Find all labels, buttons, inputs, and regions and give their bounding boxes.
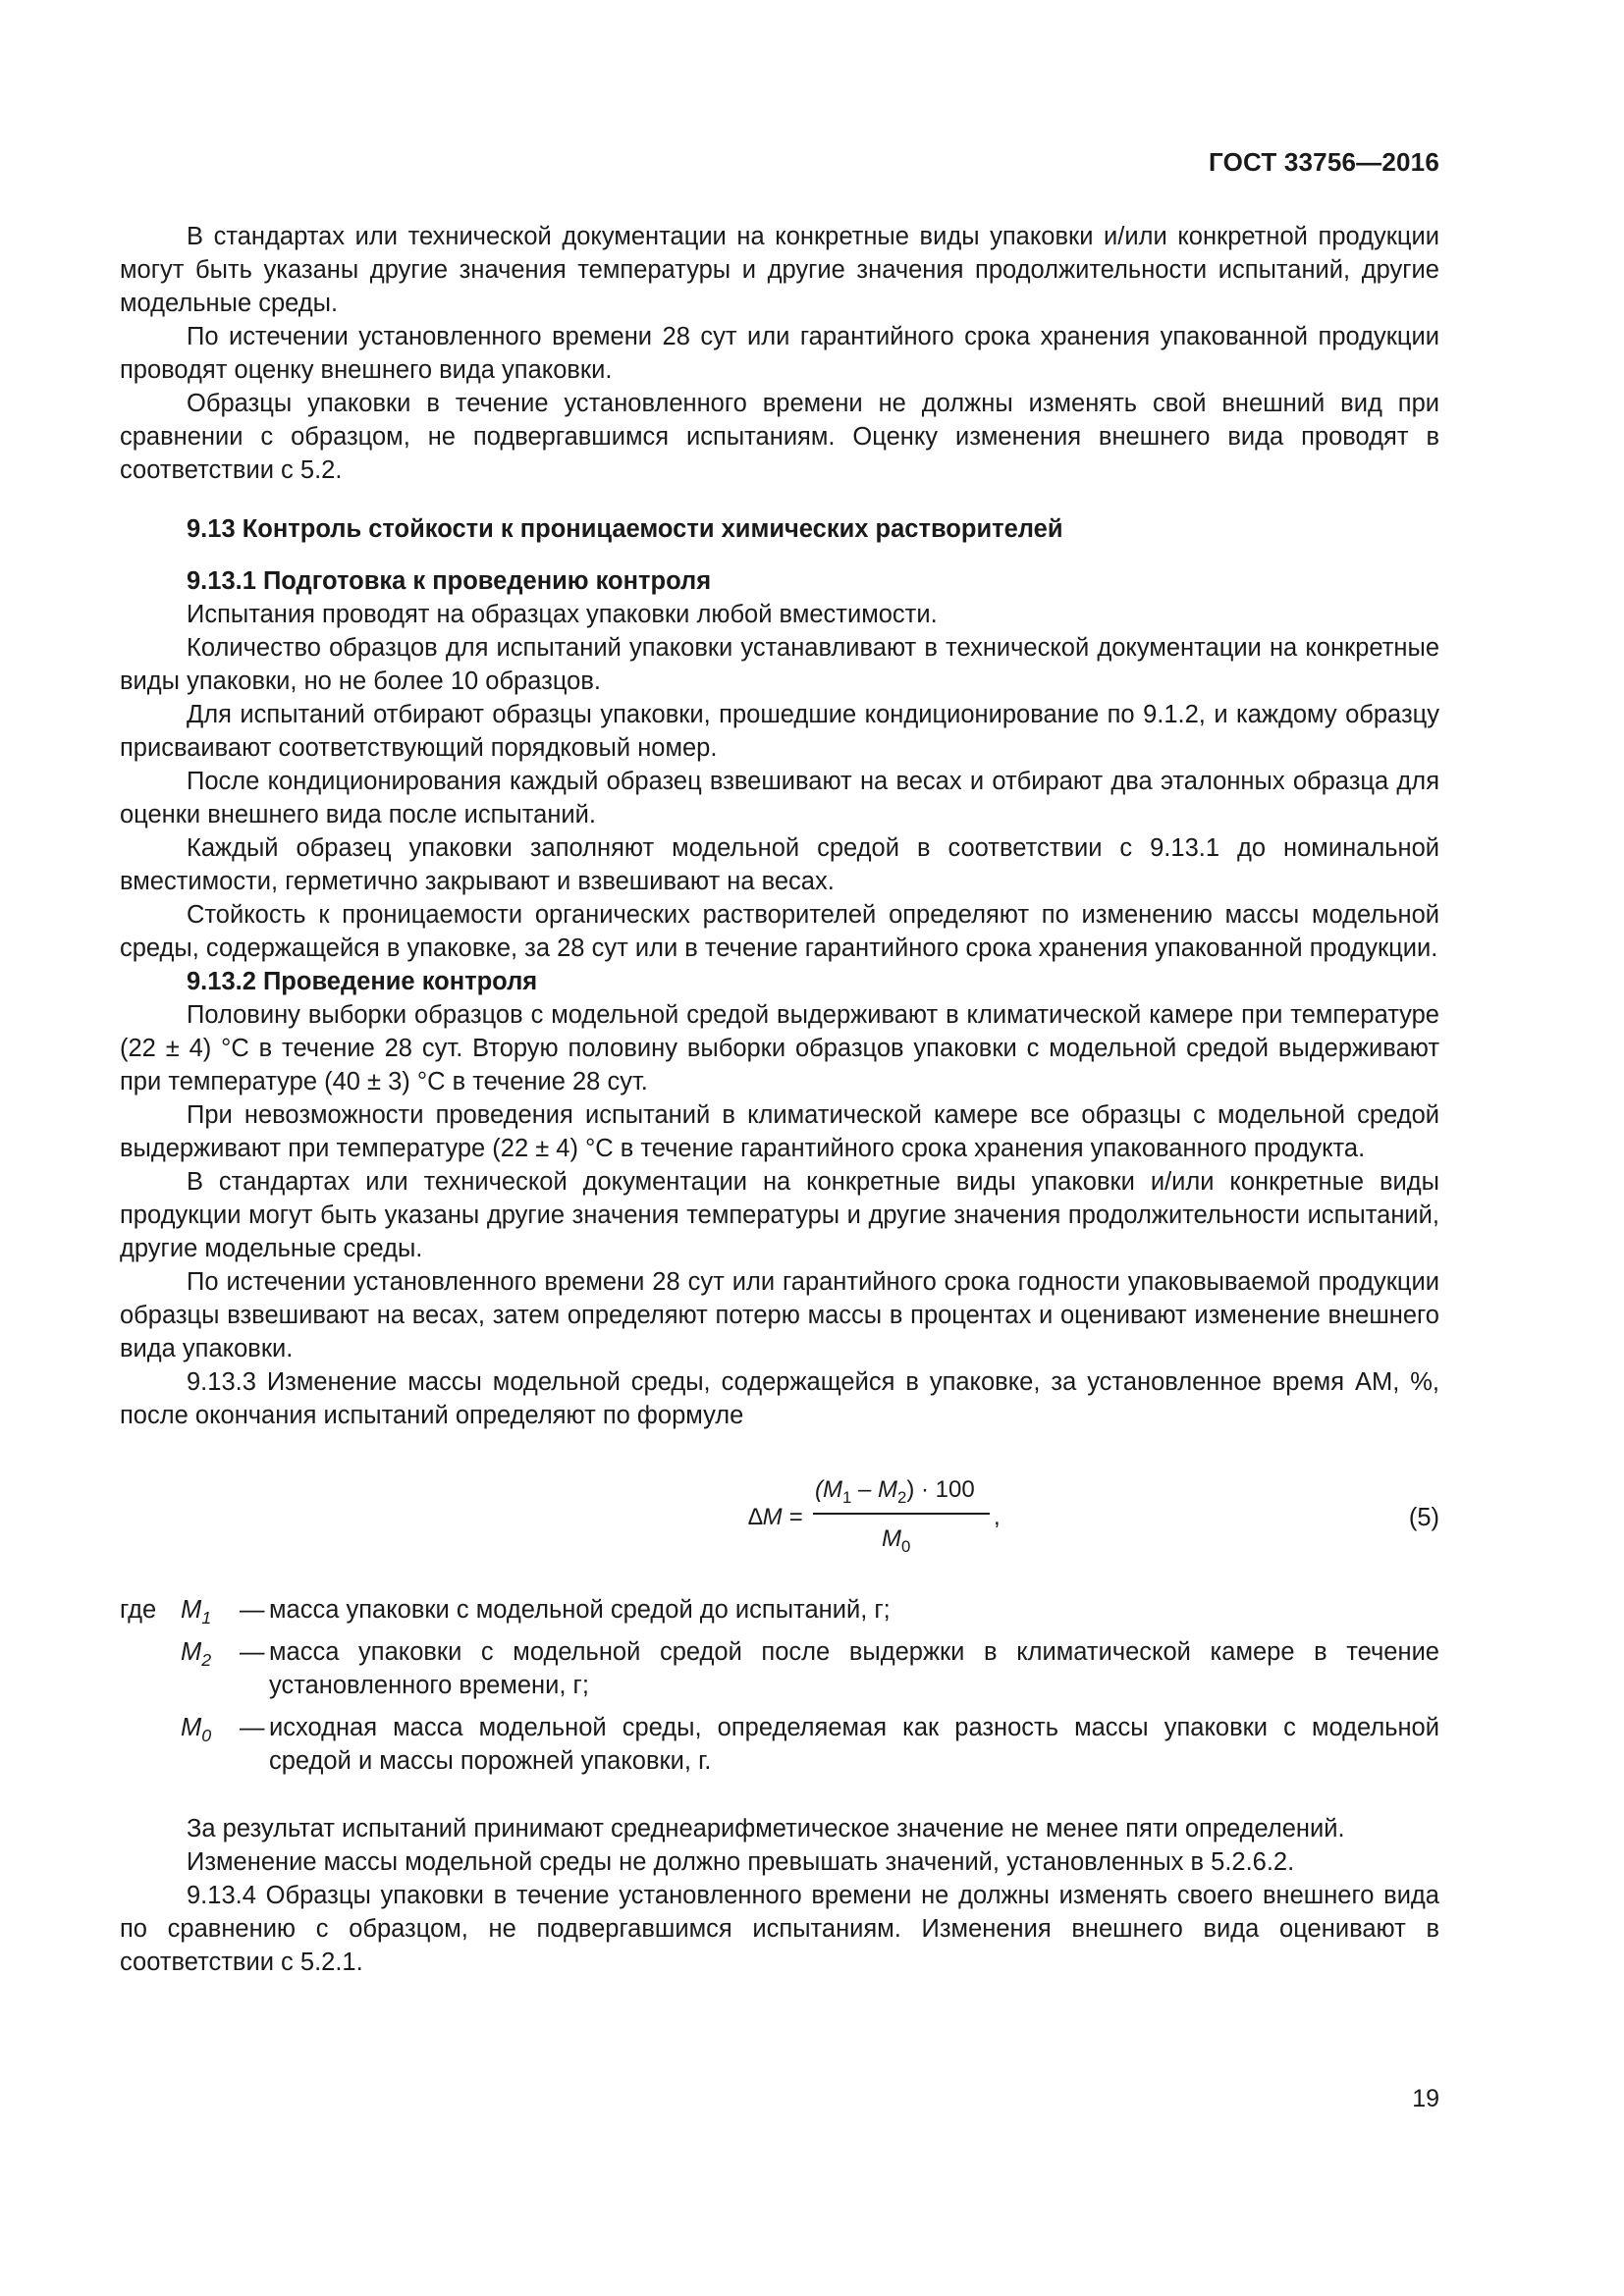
- formula-legend: [120, 1593, 1439, 1778]
- legend-text: масса упаковки с модельной средой после выдержки в климатической камере в течение установленного времени, г;: [269, 1638, 1439, 1699]
- paragraph: За результат испытаний принимают среднеарифметическое значение не менее пяти определений.: [187, 1815, 1345, 1842]
- formula-5: [120, 1466, 1439, 1568]
- paragraph: При невозможности проведения испытаний в климатической камере все образцы с модельной средой выдерживают при температуре (22 ± 4) °С в течение гарантийного срока хранения упакованного продукта.: [120, 1101, 1439, 1162]
- paragraph: Испытания проводят на образцах упаковки любой вместимости.: [187, 601, 938, 628]
- paragraph: По истечении установленного времени 28 сут или гарантийного срока годности упаковываемой продукции образцы взвешивают на весах, затем определяют потерю массы в процентах и оценивают изменение внешнего вида упаковки.: [120, 1268, 1439, 1362]
- formula-number: (5): [1408, 1504, 1439, 1531]
- legend-symbol: $M_0$: [181, 1714, 212, 1745]
- legend-text: масса упаковки с модельной средой до испытаний, г;: [269, 1596, 891, 1624]
- legend-where: где: [120, 1596, 157, 1624]
- formula-denominator: $M_0$: [882, 1525, 911, 1556]
- formula-lhs: ∆M =: [748, 1504, 803, 1530]
- section-heading-9-13-2: 9.13.2 Проведение контроля: [187, 968, 538, 995]
- paragraph: Стойкость к проницаемости органических растворителей определяют по изменению массы модельной среды, содержащейся в упаковке, за 28 сут или в течение гарантийного срока хранения упакованной продукции.: [120, 901, 1439, 962]
- document-code: ГОСТ 33756—2016: [1209, 147, 1439, 177]
- legend-symbol: $M_1$: [181, 1596, 212, 1628]
- legend-text: исходная масса модельной среды, определяемая как разность массы упаковки с модельной средой и массы порожней упаковки, г.: [269, 1714, 1439, 1775]
- paragraph: Изменение массы модельной среды не должно превышать значений, установленных в 5.2.6.2.: [187, 1848, 1295, 1876]
- paragraph: 9.13.4 Образцы упаковки в течение установленного времени не должны изменять своего внешнего вида по сравнению с образцом, не подвергавшимся испытаниям. Изменения внешнего вида оценивают в соответствии с 5.2.1.: [120, 1882, 1439, 1976]
- page-content: [120, 220, 1439, 1979]
- legend-symbol: $M_2$: [181, 1638, 212, 1670]
- paragraph: 9.13.3 Изменение массы модельной среды, содержащейся в упаковке, за установленное время АМ, %, после окончания испытаний определяют по формуле: [120, 1368, 1439, 1429]
- legend-dash: —: [240, 1714, 265, 1741]
- paragraph: В стандартах или технической документации на конкретные виды упаковки и/или конкретные виды продукции могут быть указаны другие значения температуры и другие значения продолжительности испытаний, другие модельные среды.: [120, 1168, 1439, 1262]
- section-heading-9-13-1: 9.13.1 Подготовка к проведению контроля: [187, 567, 712, 595]
- paragraph: По истечении установленного времени 28 сут или гарантийного срока хранения упакованной продукции проводят оценку внешнего вида упаковки.: [120, 323, 1439, 384]
- formula-comma: ,: [994, 1504, 1001, 1530]
- paragraph: После кондиционирования каждый образец взвешивают на весах и отбирают два эталонных образца для оценки внешнего вида после испытаний.: [120, 768, 1439, 828]
- section-heading-9-13: 9.13 Контроль стойкости к проницаемости химических растворителей: [187, 515, 1063, 543]
- paragraph: Половину выборки образцов с модельной средой выдерживают в климатической камере при температуре (22 ± 4) °С в течение 28 сут. Вторую половину выборки образцов упаковки с модельной средой выдерживают при температуре (40 ± 3) °С в течение 28 сут.: [120, 1001, 1439, 1095]
- page-number: 19: [1412, 2085, 1439, 2112]
- legend-item: [120, 1711, 1439, 1778]
- paragraph: Каждый образец упаковки заполняют модельной средой в соответствии с 9.13.1 до номинальной вместимости, герметично закрывают и взвешивают на весах.: [120, 834, 1439, 895]
- paragraph: Образцы упаковки в течение установленного времени не должны изменять свой внешний вид при сравнении с образцом, не подвергавшимся испытаниям. Оценку изменения внешнего вида проводят в соответствии с 5.2.: [120, 390, 1439, 484]
- legend-dash: —: [240, 1596, 265, 1624]
- legend-item: [120, 1593, 1439, 1627]
- paragraph: Количество образцов для испытаний упаковки устанавливают в технической документации на конкретные виды упаковки, но не более 10 образцов.: [120, 634, 1439, 695]
- paragraph: В стандартах или технической документации на конкретные виды упаковки и/или конкретной продукции могут быть указаны другие значения температуры и другие значения продолжительности испытаний, другие модельные среды.: [120, 223, 1439, 317]
- formula-numerator: $(M_1 - M_2) \cdot 100$: [815, 1476, 975, 1507]
- fraction-bar: [813, 1513, 990, 1515]
- legend-dash: —: [240, 1638, 265, 1666]
- paragraph: Для испытаний отбирают образцы упаковки, прошедшие кондиционирование по 9.1.2, и каждому образцу присваивают соответствующий порядковый номер.: [120, 701, 1439, 762]
- legend-item: [120, 1635, 1439, 1702]
